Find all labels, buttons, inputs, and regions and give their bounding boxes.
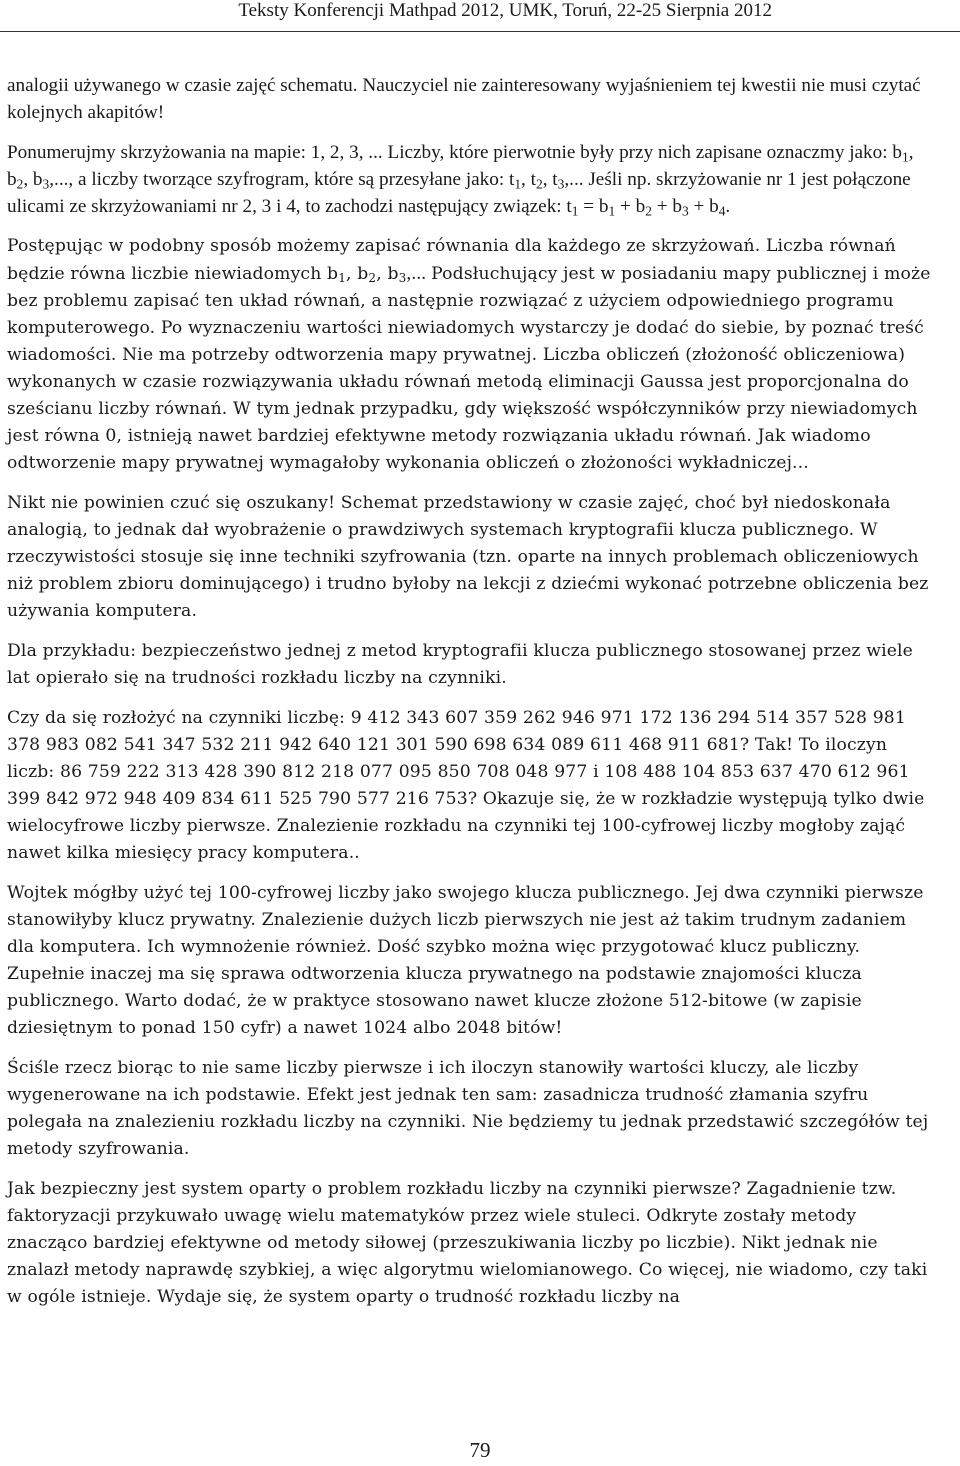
text-run: , t (521, 169, 536, 190)
text-run: ,... (406, 263, 432, 284)
subscript: 3 (681, 203, 689, 219)
subscript: 3 (398, 271, 407, 285)
subscript: 2 (368, 271, 377, 285)
text-run: publicznej i może bez problemu zapisać ten układ równań, a następnie rozwiązać z użyciem odpowiedniego programu komputerowego. Po wyznaczeniu wartości niewiadomych wystarczy je dodać do siebie, by poznać treść wiadomości. Nie ma potrzeby odtworzenia mapy prywatnej. Liczba obliczeń (złożoność obliczeniowa) wykonanych w czasie rozwiązywania układu równań metodą eliminacji Gaussa jest proporcjonalna do sześcianu liczby równań. W tym jednak przypadku, gdy większość współczynników przy niewiadomych jest równa 0, istnieją nawet bardziej efektywne metody rozwiązania układu równań. Jak wiadomo odtworzenie mapy prywatnej wymagałoby wykonania obliczeń o złożoności wykładniczej... (7, 264, 931, 473)
subscript: 2 (16, 176, 24, 192)
paragraph-7: Wojtek mógłby użyć tej 100-cyfrowej liczby jako swojego klucza publicznego. Jej dwa czynniki pierwsze stanowiłyby klucz prywatny. Znalezienie dużych liczb pierwszych nie jest aż takim trudnym zadaniem dla komputera. Ich wymnożenie również. Dość szybko można więc przygotować klucz publiczny. Zupełnie inaczej ma się sprawa odtworzenia klucza prywatnego na podstawie znajomości klucza publicznego. Warto dodać, że w praktyce stosowano nawet klucze złożone 512-bitowe (w zapisie dziesiętnym to ponad 150 cyfr) a nawet 1024 albo 2048 bitów! (7, 883, 924, 1038)
text-run: Okazuje się, że w rozkładzie występują tylko dwie wielocyfrowe liczby pierwsze. Znalezienie rozkładu na czynniki tej 100-cyfrowej liczby mogłoby zająć nawet kilka miesięcy pracy komputera.. (7, 789, 925, 863)
subscript: 3 (557, 176, 565, 192)
subscript: 1 (571, 203, 579, 219)
header-rule (0, 31, 960, 32)
subscript: 1 (901, 149, 909, 165)
page-number: 79 (469, 1438, 491, 1462)
paragraph-9: Jak bezpieczny jest system oparty o problem rozkładu liczby na czynniki pierwsze? Zagadnienie tzw. faktoryzacji przykuwało uwagę wielu matematyków przez wiele stuleci. Odkryte zostały metody znacząco bardziej efektywne od metody siłowej (przeszukiwania liczby po liczbie). Nikt jednak nie znalazł metody naprawdę szybkiej, a więc algorytmu wielomianowego. Co więcej, nie wiadomo, czy taki w ogóle istnieje. Wydaje się, że system oparty o trudność rozkładu liczby na (7, 1179, 928, 1307)
text-run: + b (615, 196, 646, 217)
subscript: 3 (42, 176, 50, 192)
subscript: 1 (338, 271, 347, 285)
header-title: Teksty Konferencji Mathpad 2012, UMK, Toruń, 22-25 Sierpnia 2012 (238, 0, 772, 21)
subscript: 2 (645, 203, 652, 219)
paragraph-4: Nikt nie powinien czuć się oszukany! Schemat przedstawiony w czasie zajęć, choć był niedoskonała analogią, to jednak dał wyobrażenie o prawdziwych systemach kryptografii klucza publicznego. W rzeczywistości stosuje się inne techniki szyfrowania (tzn. oparte na innych problemach obliczeniowych niż problem zbioru dominującego) i trudno byłoby na lekcji z dziećmi wykonać potrzebne obliczenia bez używania komputera. (7, 493, 929, 621)
subscript: 4 (718, 203, 726, 219)
running-header (0, 0, 960, 40)
text-run: = b (578, 196, 609, 217)
text-run: + b (651, 196, 682, 217)
text-run: Ponumerujmy skrzyżowania na mapie: 1, 2, 3, ... Liczby, które pierwotnie były przy nich zapisane oznaczmy jako: b (7, 142, 902, 163)
paragraph-8: Ściśle rzecz biorąc to nie same liczby pierwsze i ich iloczyn stanowiły wartości kluczy, ale liczby wygenerowane na ich podstawie. Efekt jest jednak ten sam: zasadnicza trudność złamania szyfru polegała na znalezieniu rozkładu liczby na czynniki. Nie będziemy tu jednak przedstawić szczegółów tej metody szyfrowania. (7, 1058, 929, 1159)
text-run: Tak! To iloczyn liczb: 86 759 222 313 428 390 812 218 077 095 850 708 048 977 i 108 488 104 853 637 470 612 961 399 842 972 948 409 834 611 525 790 577 216 753? (7, 735, 910, 809)
text-run: , b (7, 142, 914, 190)
article-body (7, 72, 937, 1324)
subscript: 1 (608, 203, 616, 219)
text-run: , b (376, 264, 399, 284)
paragraph-2 (7, 139, 937, 220)
text-run: Postępując w podobny sposób możemy zapisać równania dla każdego ze skrzyżowań. Liczba równań będzie równa liczbie niewiadomych b (7, 236, 896, 284)
subscript: 2 (535, 176, 543, 192)
text-run: Podsłuchujący jest w posiadaniu mapy (431, 264, 771, 284)
text-run: + b (688, 196, 719, 217)
paragraph-5: Dla przykładu: bezpieczeństwo jednej z metod kryptografii klucza publicznego stosowanej przez wiele lat opierało się na trudności rozkładu liczby na czynniki. (7, 641, 914, 688)
subscript: 1 (514, 176, 522, 192)
paragraph-6 (7, 705, 937, 867)
text-run: , t (542, 169, 558, 190)
paragraph-3 (7, 233, 937, 477)
text-run: . (725, 196, 731, 217)
text-run: , b (23, 169, 43, 190)
text-run: , b (346, 264, 369, 284)
paragraph-1: analogii używanego w czasie zajęć schematu. Nauczyciel nie zainteresowany wyjaśnieniem tej kwestii nie musi czytać kolejnych akapitów! (7, 75, 921, 123)
text-run: Czy da się rozłożyć na czynniki liczbę: 9 412 343 607 359 262 946 971 172 136 294 514 357 528 981 378 983 082 541 347 532 211 942 640 121 301 590 698 634 089 611 468 911 681? (7, 708, 906, 755)
text-run: ,..., a liczby tworzące szyfrogram, które są przesyłane jako: t (49, 169, 515, 190)
text-run: ,... Jeśli np. skrzyżowanie nr 1 jest połączone ulicami ze skrzyżowaniami nr 2, 3 i 4, to zachodzi następujący związek: t (7, 169, 911, 217)
